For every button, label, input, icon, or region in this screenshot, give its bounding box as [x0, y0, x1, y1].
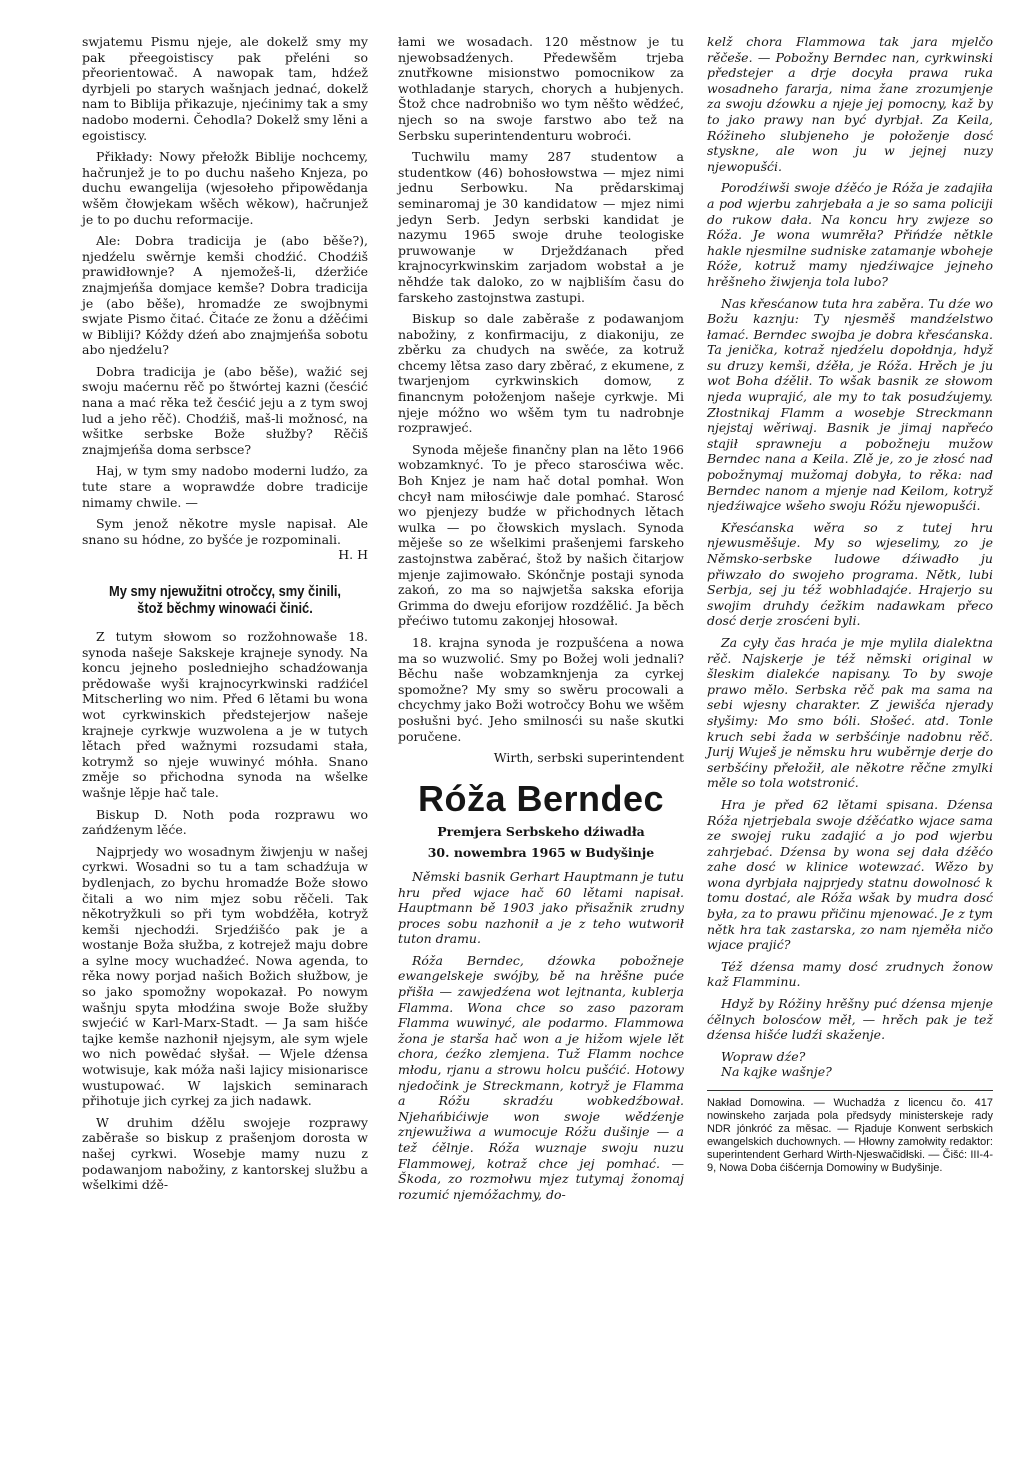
- divider: [707, 1090, 993, 1091]
- article-subtitle: 30. nowembra 1965 w Budyšinje: [427, 845, 655, 861]
- paragraph: Nas křesćanow tuta hra zaběra. Tu dźe wo Božu kaznju: Ty njesměš mandźelstwo łamać. Berndec swojba je dobra křesćanska. Ta jenička, kotraž njedźelu dopołdnja, hdyž su druzy kemši, dźěła, je Róža. Hrěch je ju wot Boha dźělił. To wšak basnik ze słowom njeda wuprajić, ale my to tak posudźujemy. Złostnikaj Flamm a wosebje Streckmann njejstaj wěriwaj. Basnik je jimaj napřećo stajił sprawneju a pobožneju mužow Berndec nana a Keila. Zlě je, zo je złosć nad pobožnymaj mužomaj dobyła, to rěka: nad Berndec nanom a mjenje nad Keilom, kotryž njedźiwajce wšeho swoju Róžu njewopušći.: [707, 295, 993, 514]
- paragraph: Synoda měješe finančny plan na lěto 1966 wobzamknyć. To je přeco starosćiwa wěc. Boh Knjez je nam hač dotal pomhał. Won chcył nam miłosćiwje dale pomhać. Starosć wo pjenjezy budźe w přichodnych lětach wulka — po čłowskich myslach. Synoda měješe so ze wšelkimi prašenjemi farskeho zastojnstwa zaběrać, štož by našich čitarjow mjenje zajimowało. Skónčnje postaji synoda zakoń, zo ma so najwjetša sakska eforija Grimma do dweju eforijow rozdźělić. Ja běch přećiwo tutomu zakonjej hłosował.: [398, 441, 684, 629]
- paragraph: Dobra tradicija je (abo běše), wažić sej swoju maćernu rěč po štwórtej kazni (česćić nana a mać rěka tež česćić jeju a z tym swoj lud a jeho rěč). Chodźiš, maš-li možnosć, na wšitke serbske Bože słužby? Rěčiš znajmjeńša doma serbsce?: [82, 363, 368, 457]
- paragraph: Na kajke wašnje?: [721, 1064, 832, 1080]
- paragraph: Róža Berndec, dźowka pobožneje ewangelskeje swójby, bě na hrěšne puće přišła — zawjedźena wot lejtnanta, kublerja Flamma. Wona chce so zaso pazoram Flamma wuwinyć, ale podarmo. Flammowa žona je starša hač won a je hižom wjele lět chora, ćeźko zlemjena. Tuž Flamm nochce młodu, rjanu a strowu holcu pušćić. Hotowy njedočink je Streckmann, kotryž je Flamma a Róžu skradźu wobkedźbował. Njehańbićiwje won swoje wědźenje znjewužiwa a wumocuje Róžu dušinje — a tež ćělnje. Róža wuznaje swoju nuzu Flammowej, kotraž chce jej pomhać. — Škoda, zo rozmołwu mjez tutymaj žonomaj rozumić njemóžachmy, do-: [398, 952, 684, 1202]
- paragraph: Němski basnik Gerhart Hauptmann je tutu hru před wjace hač 60 lětami napisał. Hauptmann bě 1903 jako přisažnik zrudny proces sobu nazhonił a je z teho wutworił tuton dramu.: [398, 868, 684, 947]
- column-3: [707, 34, 993, 1175]
- column-2: [398, 34, 684, 1208]
- paragraph: Z tutym słowom so rozžohnowaše 18. synoda našeje Sakskeje krajneje synody. Na koncu jejneho posledniejho schadźowanja prědowaše wyši krajnocyrkwinski radźićel Mitscherling wo nim. Před 6 lětami bu wona wot cyrkwinskich předstejerjow našeje krajneje cyrkwje wuzwolena a je w tutych lětach před wažnymi rozsudami stała, kotrymž so njeje wuwinyć móhła. Snano změje so přichodna synoda na wšelke wašnje lěpje hač tale.: [82, 629, 368, 800]
- paragraph: Hdyž by Róžiny hrěšny puć dźensa mjenje ćělnych bolosćow měł, — hrěch pak je tež dźensa hišće ludźi skaženje.: [707, 996, 993, 1043]
- paragraph: Ale: Dobra tradicija je (abo běše?), njedźelu swěrnje kemši chodźić. Chodźiš prawidłownje? A njemožeš-li, dźeržiće znajmjeńša domjace kemše? Dobra tradicija je (abo běše), hromadźe ze swojbnymi swjate Pismo čitać. Čitaće ze žonu a dźěćimi w Bibliji? Kóždy dźeń abo znajmjeńša sobotu abo njedźelu?: [82, 233, 368, 358]
- paragraph: łami we wosadach. 120 městnow je tu njewobsadźenych. Předewšěm trjeba znutřkowne misionstwo pomocnikow za wothladanje starych, chorych a hubjenych. Štož chce nadrobnišo wo tym něšto wědźeć, njech so na swoje farstwo abo tež na Serbsku superintendenturu wobroći.: [398, 34, 684, 143]
- paragraph: Křesćanska wěra so z tutej hru njewusměšuje. My so wjeselimy, zo je Němsko-serbske ludowe dźiwadło ju přiwzało do swojeho programa. Nětk, lubi Serbja, sej ju též wobhladajće. Hrajerjo su swojim druhdy ćežkim nadawkam přeco dosć derje zrosćeni byli.: [707, 519, 993, 629]
- article-subtitle: Premjera Serbskeho dźiwadła: [437, 823, 645, 839]
- paragraph: Biskup D. Noth poda rozprawu wo zańdźenym lěće.: [82, 806, 368, 838]
- paragraph: Tuchwilu mamy 287 studentow a studentkow (46) bohosłowstwa — mjez nimi jednu Serbowku. Na prědarskimaj seminaromaj je 30 kandidatow — mjez nimi jedyn Serb. Jedyn serbski kandidat je nazymu 1965 swoje druhe teologiske pruwowanje w Drježdźanach před krajnocyrkwinskim zarjadom wobstał a je něhdźe tak daloko, zo w najbliším času do farskeho zastojnstwa zastupi.: [398, 149, 684, 305]
- paragraph: 18. krajna synoda je rozpušćena a nowa ma so wuzwolić. Smy po Božej woli jednali? Běchu naše wobzamknjenja za cyrkej spomožne? My smy so swěru procowali a chcychmy jako Boži wotročcy Bohu we wšěm posłušni być. Jeho smilnosći su naše skutki poručene.: [398, 634, 684, 744]
- paragraph: Hra je před 62 lětami spisana. Dźensa Róža njetrjebala swoje dźěćatko wjace sama ze swojej ruku zadajić a jo pod wjerbu zahrjebać. Dźensa by wona sej dała dźěćo zahe dosć w klinice wotewzać. Wězo by wona dyrbjała najprjedy statnu dowolnosć k tomu dostać, ale Róža wšak by mudra dosć była, za to prawu přičinu mjenować. Je z tym nětk hra tak zastarska, zo nam njeměła ničo wjace prajić?: [707, 796, 993, 953]
- paragraph: Porodźiwši swoje dźěćo je Róža je zadajiła a pod wjerbu zahrjebała a je so sama policiji do rukow dała. Na koncu hry zwjeze so Róža. Je wona wumrěła? Přińdźe nětkle hakle njesmilne sudniske zatamanje wboheje Róže, kotruž mamy njedźiwajce jejneho hrěšneho žiwjenja tola lubo?: [707, 180, 993, 289]
- paragraph: Biskup so dale zaběraše z podawanjom nabožiny, z konfirmaciju, z diakoniju, ze zběrku za chudych na swěće, za kotruž chcemy lětsa zaso dary zběrać, z ekumene, z twarjenjom cyrkwinskich domow, z financnym połoženjom našeje cyrkwje. Mi njeje móžno wo wšěm tym tu nadrobnje rozprawjeć.: [398, 311, 684, 436]
- paragraph: Haj, w tym smy nadobo moderni ludźo, za tute stare a woprawdźe dobre tradicije nimamy chwile. —: [82, 463, 368, 510]
- paragraph: Najprjedy wo wosadnym žiwjenju w našej cyrkwi. Wosadni so tu a tam schadźuja w bydlenjach, zo bychu hromadźe Bože słowo čitali a wo nim mjez sobu rěčeli. Tak někotryžkuli so při tym wobdźěła, kotryž kemši njechodźi. Srjedźišćo pak je a wostanje Boža słužba, z kotrejež maju dobre a sylne mocy wuchadźeć. Nowa agenda, to rěka nowy porjad našich Božich słužbow, je so jako spomožny wopokazał. Po nowym wašnju spyta młodźina swoje Bože słužby swjećić w Karl-Marx-Stadt. — Ja sam hišće tajke kemše nazhonił njejsym, ale sym wjele wo nich powědać słyšał. — Wjele dźensa wotwisuje, kak móža naši lajicy misionarisce wustupować. W lajskich seminarach přihotuje jich cyrkej za jich nadawk.: [82, 843, 368, 1109]
- imprint: Nakład Domowina. — Wuchadźa z licencu čo. 417 nowinskeho zarjada pola předsydy ministerskeje rady NDR jónkróć za měsac. — Rjaduje Konwent serbskich ewangelskich duchownych. — Hłowny zamołwity redaktor: superintendent Gerhard Wirth-Njeswačidłski. — Čišć: III-4-9, Nowa Doba ćišćernja Domowiny w Budyšinje.: [707, 1097, 993, 1174]
- paragraph: Za cyły čas hraća je mje mylila dialektna rěč. Najskerje je též němski original w šleskim dialekće napisany. To by swoje prawo mělo. Serbska rěč pak ma sama na sebi wjesny charakter. Z jewišća njerady słyšimy: Mo smo bóli. Słošeć. atd. Tonle kruch sebi žada w serbšćinje nadobnu rěč. Jurij Wuješ je němsku hru wuběrnje derje do serbšćiny přełožił, ale někotre rěčne zmylki měle so tola wotstronić.: [707, 634, 993, 791]
- article-title: Róža Berndec: [417, 777, 665, 819]
- paragraph: Sym jenož někotre mysle napisał. Ale snano su hódne, zo byšće je rozpominali.: [82, 516, 368, 547]
- column-1: [82, 34, 368, 1199]
- paragraph: W druhim dźělu swojeje rozprawy zaběraše so biskup z prašenjom dorosta w našej cyrkwi. Wosebje mamy nuzu z podawanjom nabožiny, z kantorskej službu a wšelkimi dźě-: [82, 1114, 368, 1193]
- paragraph: Též dźensa mamy dosć zrudnych žonow kaž Flamminu.: [707, 958, 993, 990]
- paragraph: swjatemu Pismu njeje, ale dokelž smy my pak přeegoistiscy pak přeléni so přeorientowač. A nawopak tam, hdźež dyrbjeli po starych wašnjach jednać, dokelž nam to Biblija přikazuje, njećinimy tak a smy nadobo moderni. Čehodla? Dokelž smy lěni a egoistiscy.: [82, 34, 368, 143]
- paragraph: Wopraw dźe?: [721, 1048, 806, 1064]
- article-heading: My smy njewužitni otročcy, smy činili, štož běchmy winowaći činić.: [108, 583, 342, 617]
- paragraph: kelž chora Flammowa tak jara mjelčo rěčeše. — Pobožny Berndec nan, cyrkwinski předstejer a drje docyła prawa ruka wosadneho fararja, nima žane zrozumjenje za swoju dźowku a njeje jej pomocny, kaž by to jako prawy nan być dyrbjał. Za Keila, Róžineho slubjeneho je połoženje dosć styskne, ale won ju w jejnej nuzy njewopušći.: [707, 34, 993, 174]
- author-signature: H. H: [338, 547, 368, 563]
- paragraph: Přikłady: Nowy přełožk Biblije nochcemy, hačrunjež je to po duchu našeho Knjeza, po duchu ewangelija (wjesołeho připowědanja wšěm čłowjekam wšěch wěkow), hačrunjež je to po duchu reformacije.: [82, 149, 368, 227]
- author-signature: Wirth, serbski superintendent: [493, 750, 684, 766]
